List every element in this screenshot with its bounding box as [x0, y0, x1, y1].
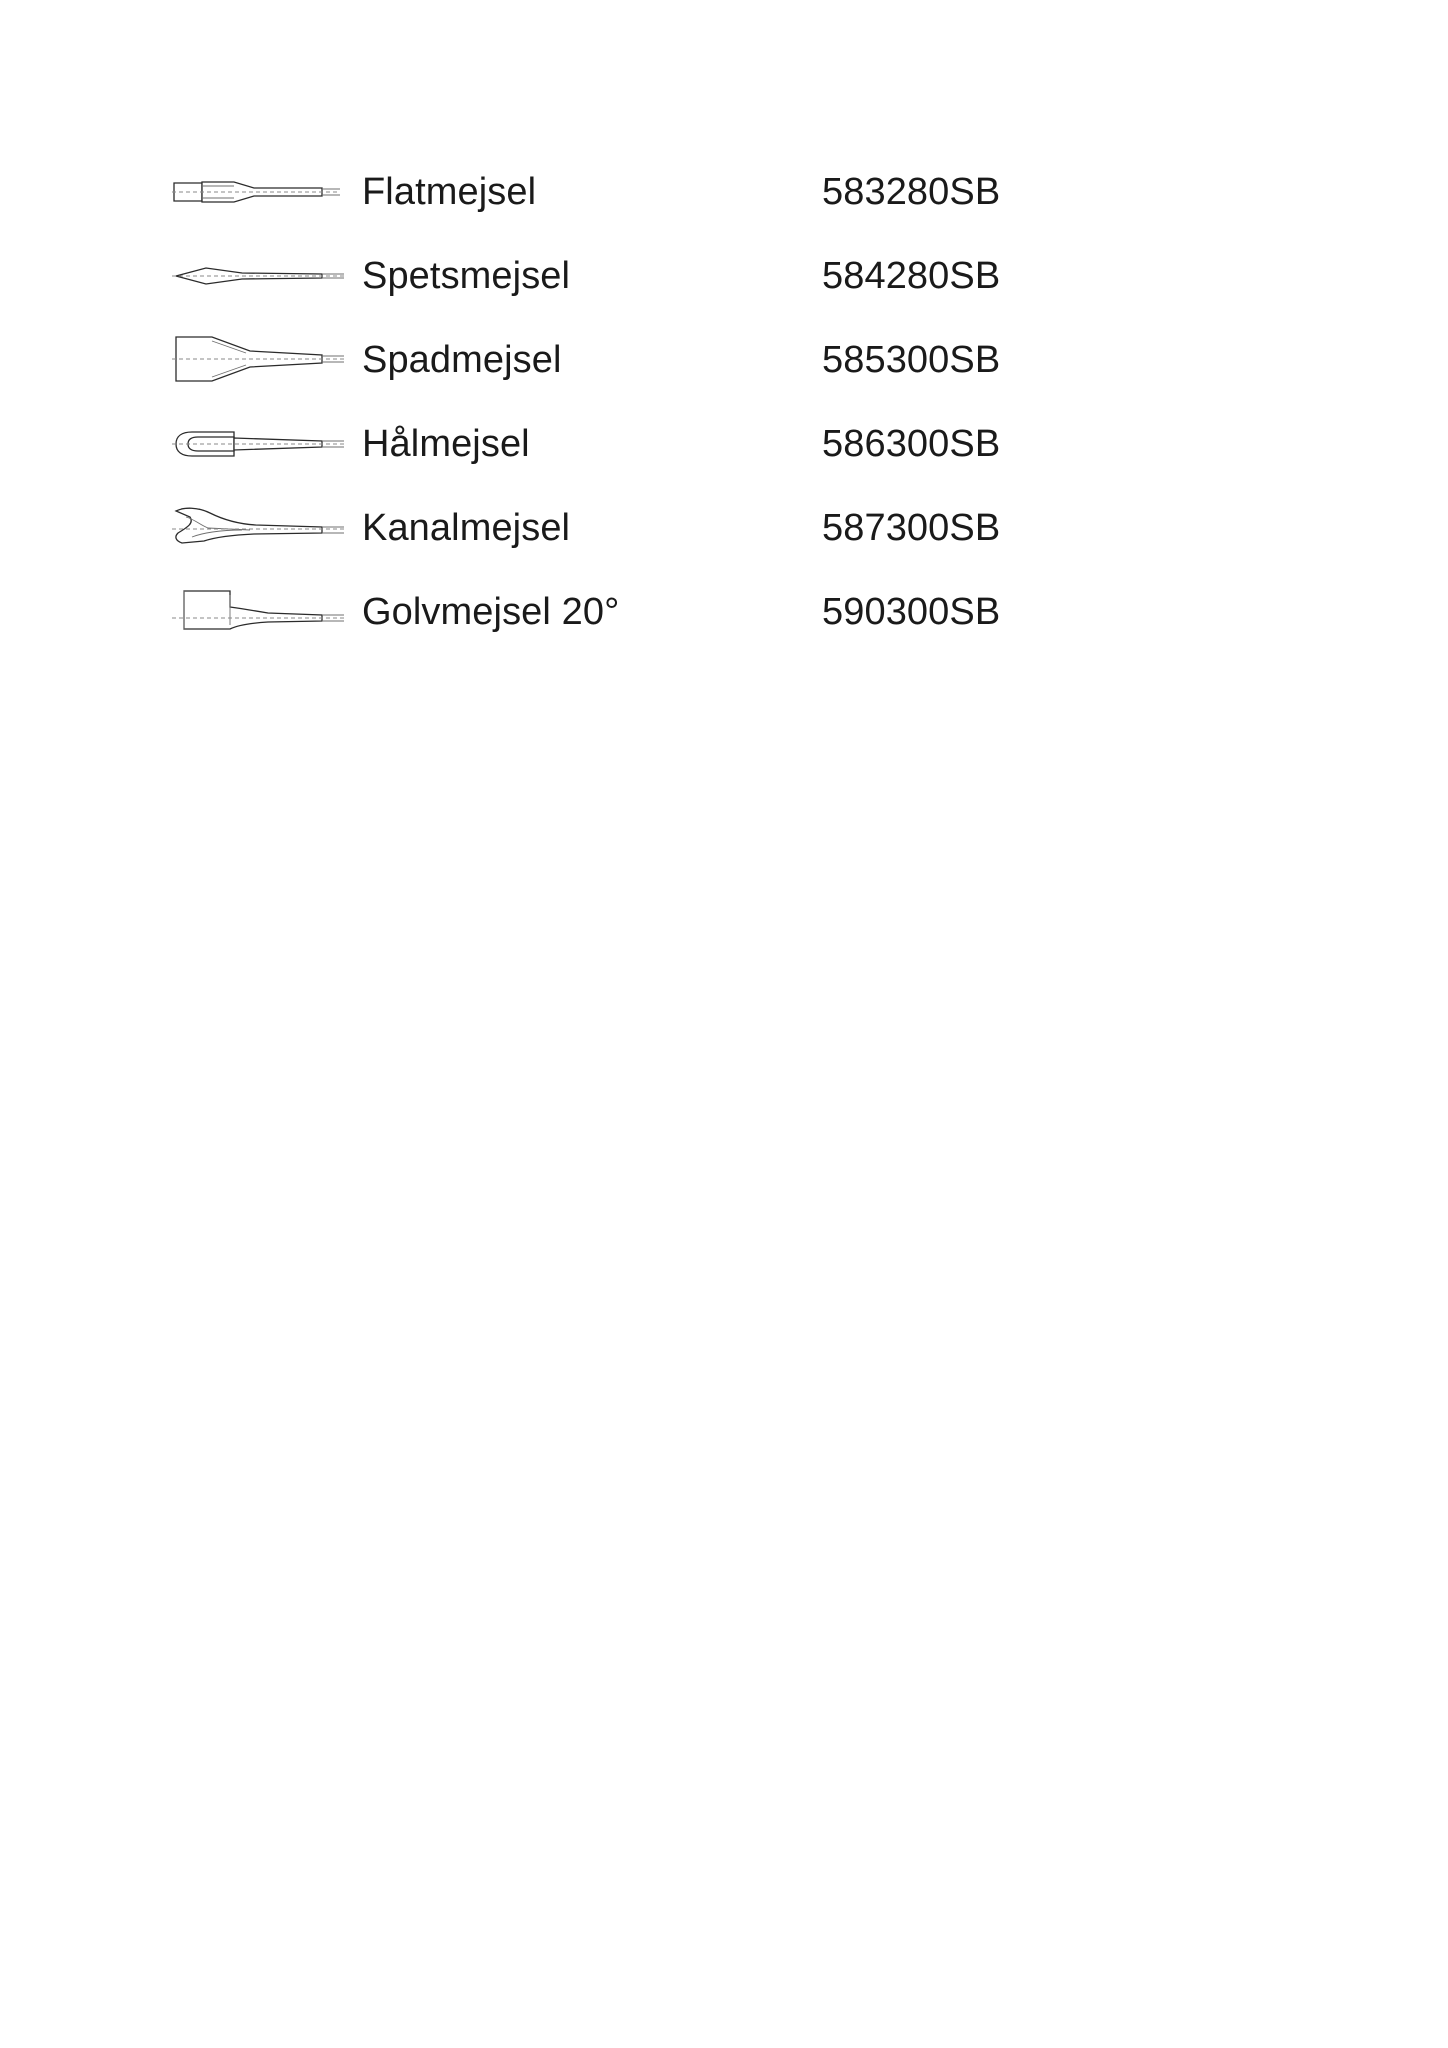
product-row: [172, 234, 1272, 318]
product-name: Flatmejsel: [362, 171, 537, 213]
product-name: Hålmejsel: [362, 423, 530, 465]
product-code: 590300SB: [822, 591, 1001, 633]
product-code: 587300SB: [822, 507, 1001, 549]
product-code: 586300SB: [822, 423, 1001, 465]
product-row: [172, 570, 1272, 654]
product-row: [172, 402, 1272, 486]
floor-chisel-icon: [172, 570, 362, 654]
product-code: 584280SB: [822, 255, 1001, 297]
spade-chisel-icon: [172, 318, 362, 402]
product-name: Spetsmejsel: [362, 255, 571, 297]
product-row: [172, 486, 1272, 570]
channel-chisel-icon: [172, 486, 362, 570]
product-name: Kanalmejsel: [362, 507, 571, 549]
product-name: Golvmejsel 20°: [362, 591, 620, 633]
product-row: [172, 318, 1272, 402]
product-code: 583280SB: [822, 171, 1001, 213]
product-name: Spadmejsel: [362, 339, 562, 381]
product-row: [172, 150, 1272, 234]
point-chisel-icon: [172, 234, 362, 318]
hollow-chisel-icon: [172, 402, 362, 486]
product-list: [172, 150, 1272, 654]
product-code: 585300SB: [822, 339, 1001, 381]
flat-chisel-icon: [172, 150, 362, 234]
